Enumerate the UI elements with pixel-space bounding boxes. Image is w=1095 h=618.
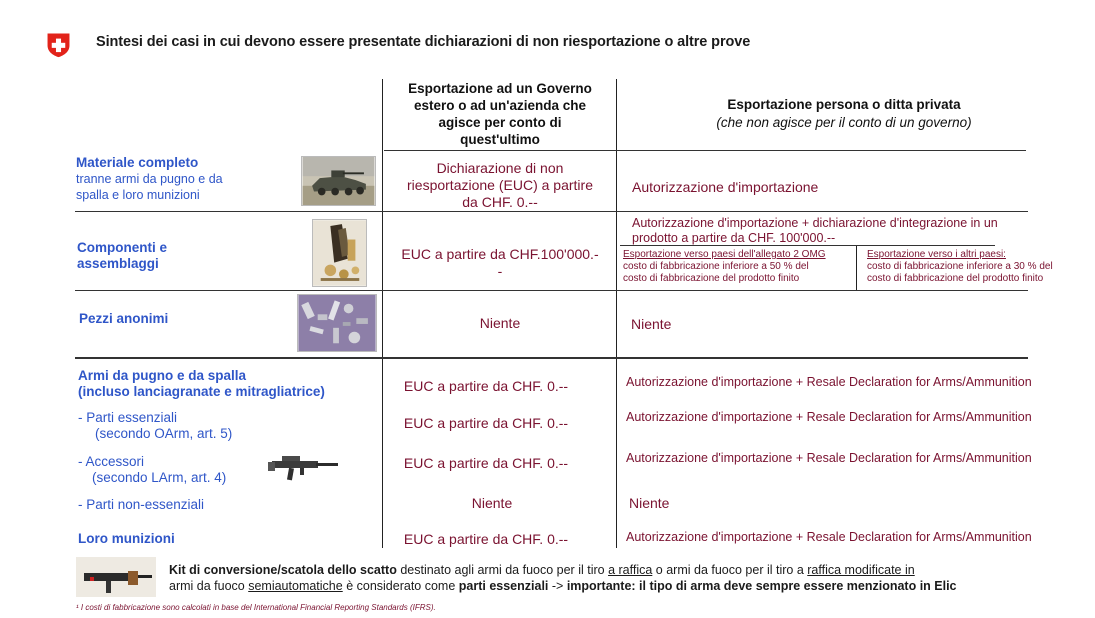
cell-accessori-col2: Autorizzazione d'importazione + Resale Declaration for Arms/Ammunition	[626, 451, 1032, 465]
cell-componenti-col1	[386, 246, 614, 280]
note-text: importante: il tipo di arma deve sempre essere menzionato in Elic	[566, 579, 957, 593]
row-divider	[75, 290, 1028, 291]
conversion-kit-note	[169, 562, 1089, 594]
rifle-photo	[268, 447, 340, 483]
row-label-title: Pezzi anonimi	[79, 311, 169, 326]
cell-line: EUC a partire da CHF.100'000.-	[401, 246, 599, 262]
row-label-sub: spalla e loro munizioni	[76, 188, 200, 202]
footnote: ¹ I costi di fabbricazione sono calcolati in base del International Financial Reporting Standards (IFRS).	[76, 603, 436, 612]
col1-header-line: estero o ad un'azienda che	[413, 98, 586, 113]
cell-parti-ess-col1: EUC a partire da CHF. 0.--	[403, 415, 569, 431]
col-divider-1	[382, 79, 383, 548]
row-label-armi	[78, 368, 325, 400]
row-label-line: - Parti essenziali	[78, 410, 178, 425]
sub-cell-head: Esportazione verso i altri paesi:	[867, 249, 1006, 260]
sub-cell-line: costo di fabbricazione del prodotto finito	[867, 273, 1044, 284]
component-photo	[312, 219, 367, 287]
page-title: Sintesi dei casi in cui devono essere presentate dichiarazioni di non riesportazione o altre prove	[96, 34, 751, 50]
kit-photo	[76, 557, 156, 597]
cell-line: riesportazione (EUC) a partire	[407, 177, 593, 193]
swiss-flag-icon	[45, 31, 72, 58]
row-label-title: Armi da pugno e da spalla	[78, 368, 247, 383]
row-label-title: Materiale completo	[76, 155, 199, 170]
cell-parti-non-col2: Niente	[629, 495, 670, 511]
row-label-munizioni	[78, 531, 175, 547]
note-text: parti essenziali	[458, 579, 549, 593]
col2-header	[640, 96, 1048, 132]
sub-cell-line: costo di fabbricazione inferiore a 30 % del	[867, 261, 1053, 272]
cell-line: Autorizzazione d'importazione + dichiarazione d'integrazione in un	[632, 216, 998, 230]
cell-armi-col1: EUC a partire da CHF. 0.--	[403, 378, 569, 394]
row-label-title: assemblaggi	[77, 256, 159, 271]
row-label-title: Componenti e	[77, 240, 167, 255]
row-label-materiale	[76, 155, 306, 203]
cell-accessori-col1: EUC a partire da CHF. 0.--	[403, 455, 569, 471]
row-divider	[75, 211, 1028, 212]
col2-header-subtitle: (che non agisce per il conto di un governo)	[716, 115, 972, 130]
note-text: armi da fuoco	[169, 579, 249, 593]
sub-cell-line: costo di fabbricazione inferiore a 50 % del	[623, 261, 809, 272]
cell-parti-non-col1: Niente	[471, 495, 513, 511]
row-label-line: (secondo OArm, art. 5)	[95, 426, 233, 441]
cell-parti-ess-col2: Autorizzazione d'importazione + Resale Declaration for Arms/Ammunition	[626, 410, 1032, 424]
cell-componenti-col2	[632, 216, 1052, 246]
note-text: a raffica	[608, 563, 653, 577]
cell-line: prodotto a partire da CHF. 100'000.--	[632, 231, 836, 245]
col2-header-title: Esportazione persona o ditta privata	[727, 97, 961, 112]
cell-materiale-col1	[386, 160, 614, 211]
note-text: semiautomatiche	[248, 579, 343, 593]
note-text: è considerato come	[342, 579, 459, 593]
note-text: o armi da fuoco per il tiro a	[652, 563, 808, 577]
cell-armi-col2: Autorizzazione d'importazione + Resale Declaration for Arms/Ammunition	[626, 375, 1032, 389]
sub-cell-line: costo di fabbricazione del prodotto finito	[623, 273, 800, 284]
note-text: destinato agli armi da fuoco per il tiro	[396, 563, 609, 577]
row-label-sub: tranne armi da pugno e da	[76, 172, 223, 186]
cell-munizioni-col1: EUC a partire da CHF. 0.--	[403, 531, 569, 547]
col1-header-line: quest'ultimo	[460, 132, 540, 147]
sub-cell-head: Esportazione verso paesi dell'allegato 2 OMG	[623, 249, 826, 260]
cell-line: -	[497, 263, 503, 279]
cell-line: da CHF. 0.--	[462, 194, 538, 210]
parts-photo	[297, 294, 377, 352]
col1-header-line: agisce per conto di	[438, 115, 562, 130]
row-label-parti-non: - Parti non-essenziali	[78, 497, 205, 512]
sub-cell-allegato	[623, 249, 855, 285]
cell-line: Dichiarazione di non	[436, 160, 564, 176]
row-label-title: Loro munizioni	[78, 531, 175, 546]
cell-pezzi-col1: Niente	[479, 315, 521, 331]
cell-munizioni-col2: Autorizzazione d'importazione + Resale Declaration for Arms/Ammunition	[626, 530, 1032, 544]
row-label-accessori	[78, 454, 226, 486]
note-text: Kit di conversione/scatola dello scatto	[169, 563, 397, 577]
sub-divider	[856, 246, 857, 290]
row-label-componenti	[77, 240, 277, 272]
row-divider	[75, 357, 1028, 359]
row-label-line: (secondo LArm, art. 4)	[92, 470, 227, 485]
cell-materiale-col2: Autorizzazione d'importazione	[632, 179, 819, 195]
row-divider	[384, 150, 1026, 151]
col1-header-line: Esportazione ad un Governo	[408, 81, 592, 96]
note-text: ->	[548, 579, 567, 593]
sub-cell-altri	[867, 249, 1082, 285]
note-text: raffica modificate in	[807, 563, 915, 577]
col1-header	[386, 80, 614, 148]
cell-pezzi-col2: Niente	[631, 316, 672, 332]
row-label-parti-essenziali	[78, 410, 232, 442]
vehicle-photo	[301, 156, 376, 206]
row-label-title: (incluso lanciagranate e mitragliatrice)	[78, 384, 325, 399]
row-label-pezzi	[79, 311, 168, 327]
row-label-line: - Accessori	[78, 454, 145, 469]
